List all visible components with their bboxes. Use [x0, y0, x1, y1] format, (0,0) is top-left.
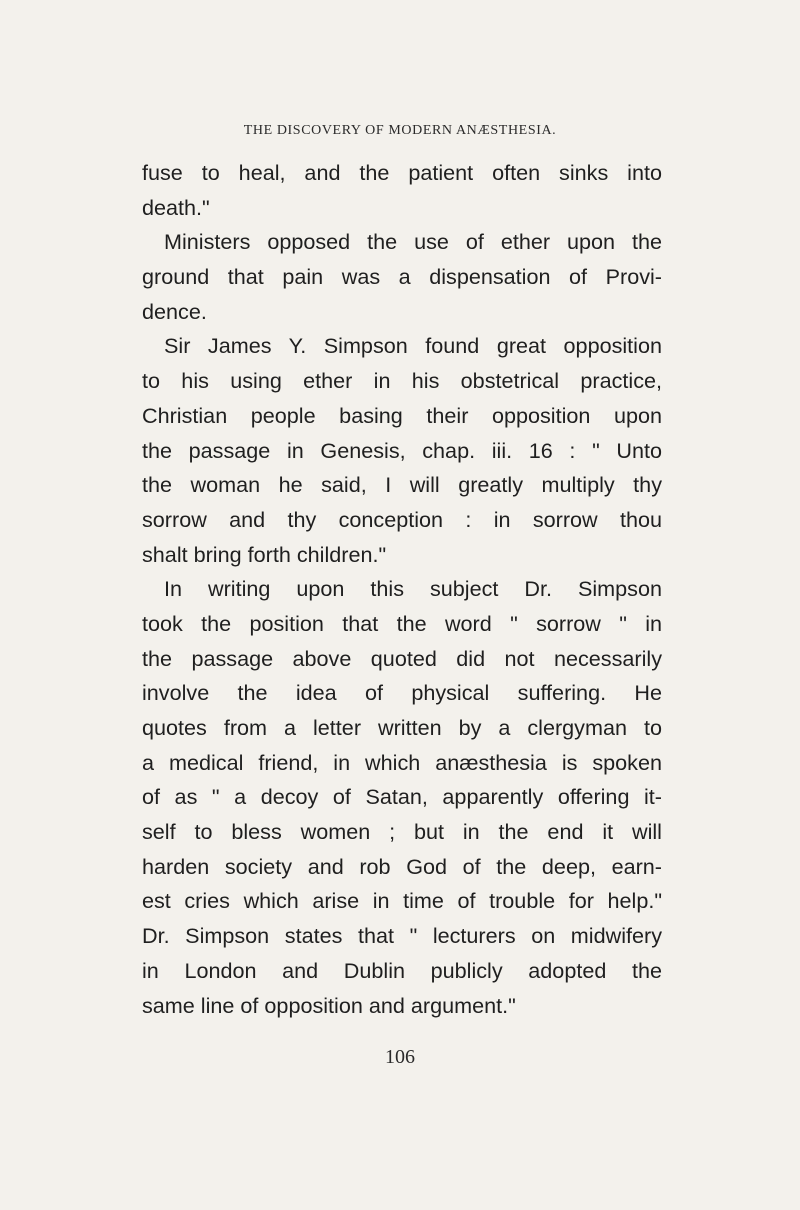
- page-number: 106: [385, 1046, 415, 1068]
- text-line: a medical friend, in which anæsthesia is spoken: [142, 749, 662, 775]
- text-line: dence.: [142, 298, 207, 324]
- text-line: Ministers opposed the use of ether upon the: [164, 229, 662, 255]
- text-line: shalt bring forth children.": [142, 541, 387, 567]
- text-line: involve the idea of physical suffering. He: [142, 680, 662, 706]
- body-text: [142, 156, 662, 1023]
- text-line: the woman he said, I will greatly multiply thy: [142, 472, 662, 498]
- text-line: took the position that the word " sorrow " in: [142, 610, 662, 636]
- text-line: quotes from a letter written by a clergyman to: [142, 715, 662, 740]
- text-line: fuse to heal, and the patient often sinks into: [142, 160, 662, 185]
- text-line: Christian people basing their opposition upon: [142, 402, 662, 428]
- text-line: to his using ether in his obstetrical practice,: [142, 368, 662, 394]
- text-line: In writing upon this subject Dr. Simpson: [164, 576, 662, 602]
- text-line: the passage in Genesis, chap. iii. 16 : " Unto: [142, 437, 662, 463]
- text-line: death.": [142, 194, 210, 220]
- text-line: est cries which arise in time of trouble for help.": [142, 888, 662, 914]
- text-line: in London and Dublin publicly adopted the: [142, 957, 662, 983]
- running-head: THE DISCOVERY OF MODERN ANÆSTHESIA.: [243, 123, 557, 138]
- text-line: same line of opposition and argument.": [142, 992, 516, 1018]
- text-line: Sir James Y. Simpson found great opposition: [164, 333, 662, 359]
- text-line: Dr. Simpson states that " lecturers on midwifery: [142, 923, 662, 949]
- text-line: of as " a decoy of Satan, apparently offering it-: [142, 784, 662, 810]
- text-line: self to bless women ; but in the end it will: [142, 819, 662, 845]
- text-line: the passage above quoted did not necessarily: [142, 645, 662, 671]
- text-line: ground that pain was a dispensation of Provi-: [142, 264, 662, 290]
- text-line: harden society and rob God of the deep, earn-: [142, 853, 662, 879]
- text-line: sorrow and thy conception : in sorrow thou: [142, 506, 662, 532]
